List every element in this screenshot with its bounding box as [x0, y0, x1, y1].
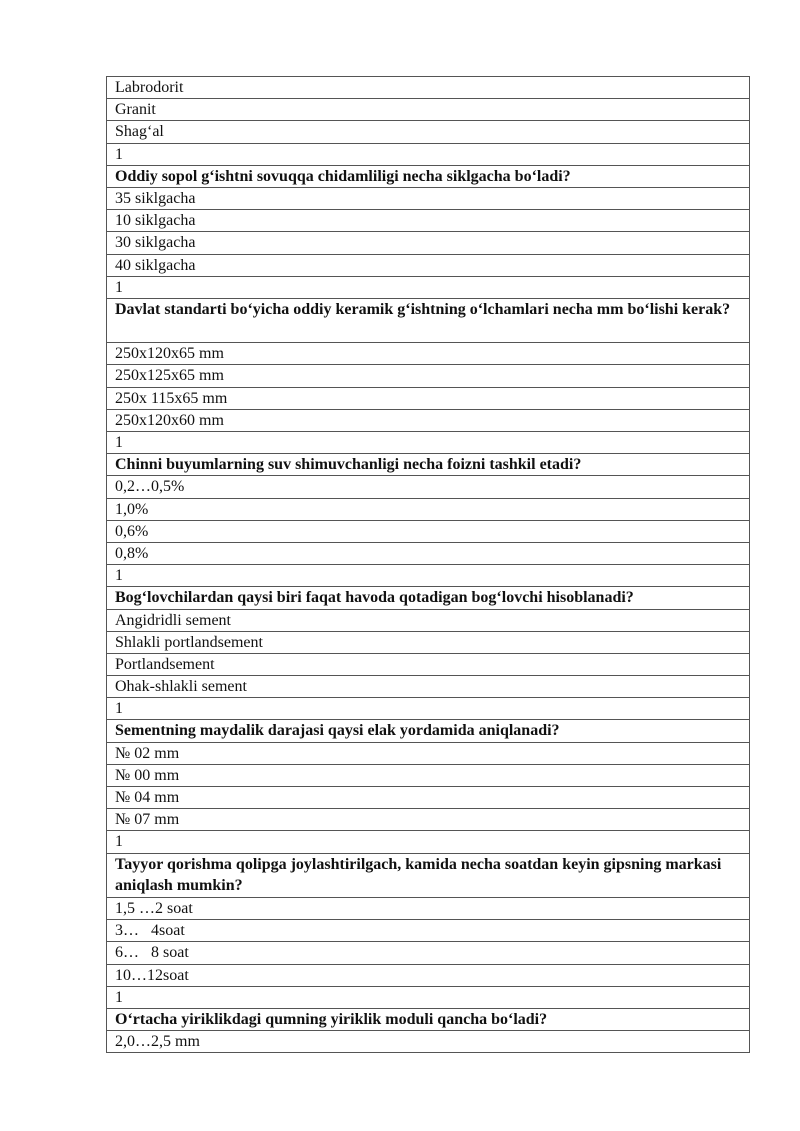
- answer-option: Labrodorit: [107, 77, 750, 99]
- answer-row: [107, 232, 750, 254]
- answer-option: № 07 mm: [107, 809, 750, 831]
- answer-option: Granit: [107, 99, 750, 121]
- answer-row: [107, 897, 750, 919]
- question-table: [106, 76, 750, 1053]
- answer-row: [107, 476, 750, 498]
- number-row: [107, 565, 750, 587]
- answer-row: [107, 920, 750, 942]
- answer-row: [107, 387, 750, 409]
- answer-option: № 04 mm: [107, 787, 750, 809]
- answer-row: [107, 254, 750, 276]
- answer-row: [107, 99, 750, 121]
- question-row: [107, 1008, 750, 1030]
- answer-option: 35 siklgacha: [107, 187, 750, 209]
- question-row: [107, 587, 750, 609]
- number-row: [107, 143, 750, 165]
- question-text: Tayyor qorishma qolipga joylashtirilgach, kamida necha soatdan keyin gipsning markasi aniqlash mumkin?: [107, 853, 750, 897]
- answer-option: 0,8%: [107, 542, 750, 564]
- answer-row: [107, 609, 750, 631]
- answer-option: 6… 8 soat: [107, 942, 750, 964]
- answer-row: [107, 409, 750, 431]
- question-text: Davlat standarti bo‘yicha oddiy keramik g‘ishtning o‘lchamlari necha mm bo‘lishi kerak?: [107, 298, 750, 342]
- question-number: 1: [107, 565, 750, 587]
- question-row: [107, 454, 750, 476]
- answer-option: 3… 4soat: [107, 920, 750, 942]
- number-row: [107, 276, 750, 298]
- question-text: Chinni buyumlarning suv shimuvchanligi necha foizni tashkil etadi?: [107, 454, 750, 476]
- answer-row: [107, 787, 750, 809]
- answer-row: [107, 942, 750, 964]
- answer-row: [107, 187, 750, 209]
- number-row: [107, 698, 750, 720]
- answer-row: [107, 764, 750, 786]
- question-row: [107, 298, 750, 342]
- question-row: [107, 853, 750, 897]
- answer-option: 250x 115x65 mm: [107, 387, 750, 409]
- answer-option: № 00 mm: [107, 764, 750, 786]
- answer-row: [107, 631, 750, 653]
- question-number: 1: [107, 698, 750, 720]
- answer-row: [107, 1031, 750, 1053]
- answer-row: [107, 365, 750, 387]
- question-number: 1: [107, 432, 750, 454]
- answer-row: [107, 77, 750, 99]
- question-row: [107, 720, 750, 742]
- answer-row: [107, 809, 750, 831]
- question-number: 1: [107, 276, 750, 298]
- answer-row: [107, 210, 750, 232]
- question-text: Sementning maydalik darajasi qaysi elak yordamida aniqlanadi?: [107, 720, 750, 742]
- answer-option: 30 siklgacha: [107, 232, 750, 254]
- question-text: Oddiy sopol g‘ishtni sovuqqa chidamliligi necha siklgacha bo‘ladi?: [107, 165, 750, 187]
- answer-row: [107, 343, 750, 365]
- answer-option: 250x120x60 mm: [107, 409, 750, 431]
- question-number: 1: [107, 831, 750, 853]
- answer-option: Angidridli sement: [107, 609, 750, 631]
- number-row: [107, 986, 750, 1008]
- answer-option: Ohak-shlakli sement: [107, 676, 750, 698]
- answer-row: [107, 498, 750, 520]
- answer-option: 10…12soat: [107, 964, 750, 986]
- answer-option: 10 siklgacha: [107, 210, 750, 232]
- answer-option: 1,0%: [107, 498, 750, 520]
- answer-option: 250x120x65 mm: [107, 343, 750, 365]
- answer-option: Portlandsement: [107, 653, 750, 675]
- question-row: [107, 165, 750, 187]
- answer-row: [107, 964, 750, 986]
- answer-row: [107, 653, 750, 675]
- answer-option: 1,5 …2 soat: [107, 897, 750, 919]
- answer-option: Shlakli portlandsement: [107, 631, 750, 653]
- answer-row: [107, 542, 750, 564]
- question-text: Bog‘lovchilardan qaysi biri faqat havoda qotadigan bog‘lovchi hisoblanadi?: [107, 587, 750, 609]
- answer-option: 250x125x65 mm: [107, 365, 750, 387]
- answer-option: 0,6%: [107, 520, 750, 542]
- answer-option: 2,0…2,5 mm: [107, 1031, 750, 1053]
- answer-row: [107, 121, 750, 143]
- answer-option: 0,2…0,5%: [107, 476, 750, 498]
- answer-row: [107, 520, 750, 542]
- answer-row: [107, 676, 750, 698]
- question-text: O‘rtacha yiriklikdagi qumning yiriklik moduli qancha bo‘ladi?: [107, 1008, 750, 1030]
- number-row: [107, 432, 750, 454]
- answer-row: [107, 742, 750, 764]
- answer-option: № 02 mm: [107, 742, 750, 764]
- number-row: [107, 831, 750, 853]
- question-number: 1: [107, 143, 750, 165]
- answer-option: Shag‘al: [107, 121, 750, 143]
- answer-option: 40 siklgacha: [107, 254, 750, 276]
- question-number: 1: [107, 986, 750, 1008]
